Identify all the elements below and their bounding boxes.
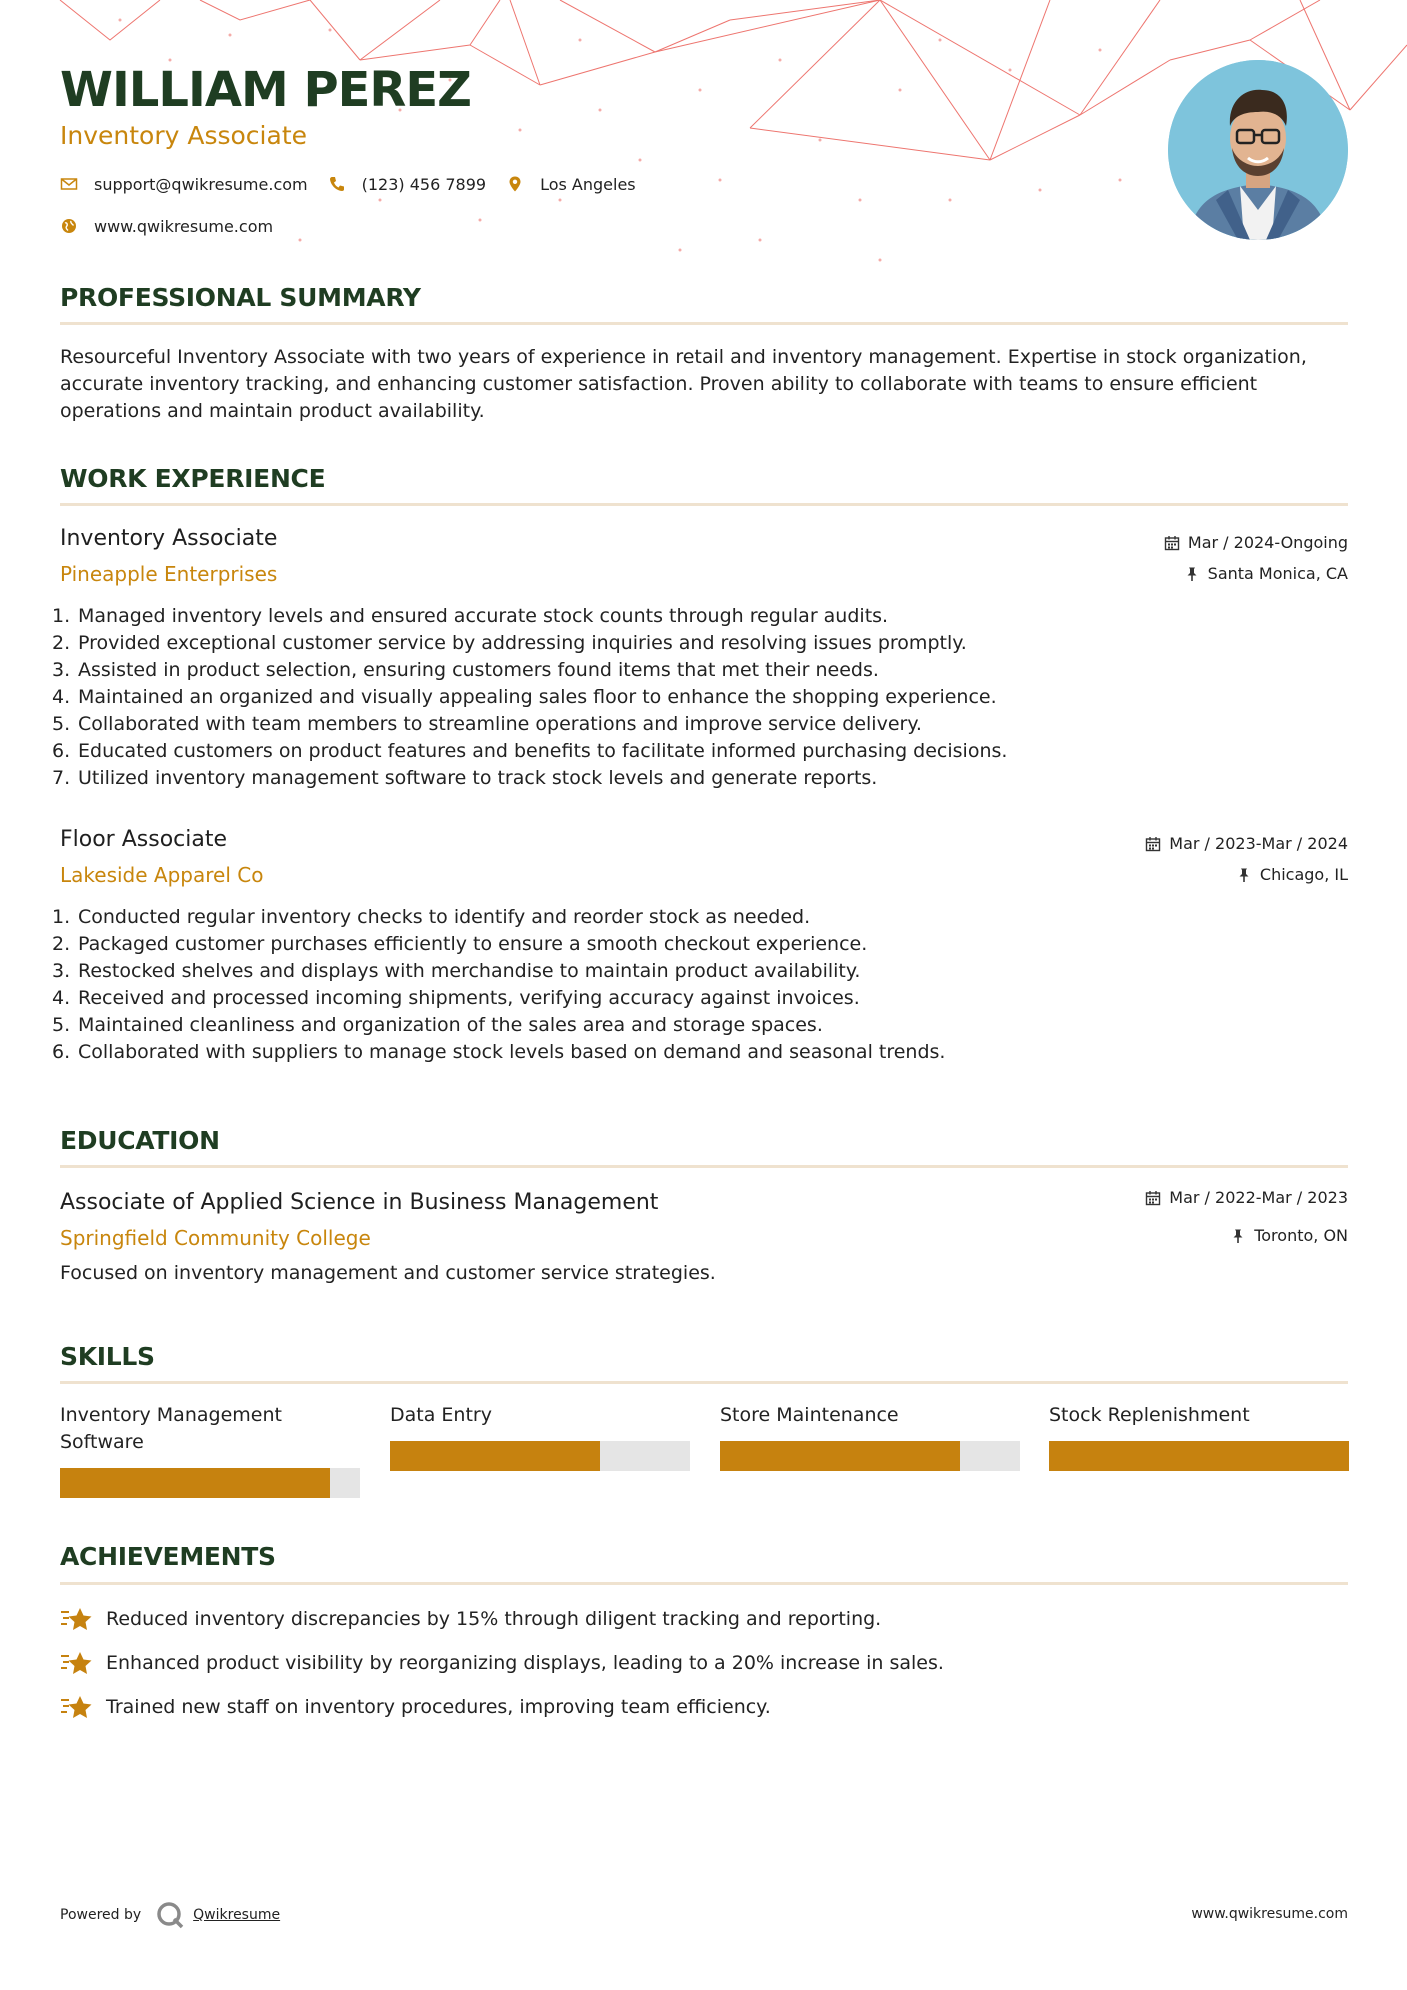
skill-bar-fill: [1049, 1441, 1349, 1471]
contact-website[interactable]: [60, 217, 273, 236]
footer-website[interactable]: www.qwikresume.com: [1191, 1906, 1348, 1922]
contact-phone[interactable]: [328, 175, 486, 194]
section-divider: [60, 1381, 1348, 1384]
calendar-icon: [1145, 836, 1161, 852]
list-item: 1. Conducted regular inventory checks to identify and reorder stock as needed.: [52, 906, 811, 928]
list-item: 6. Collaborated with suppliers to manage stock levels based on demand and seasonal trends.: [52, 1041, 946, 1063]
section-divider: [60, 322, 1348, 325]
job-dates: [1164, 533, 1348, 552]
achievement-text: Reduced inventory discrepancies by 15% through diligent tracking and reporting.: [106, 1608, 882, 1630]
skill-name: Store Maintenance: [720, 1404, 899, 1426]
job-dates-text: Mar / 2023-Mar / 2024: [1169, 834, 1348, 853]
email-text: support@qwikresume.com: [94, 174, 308, 194]
website-text: www.qwikresume.com: [94, 216, 274, 236]
section-divider: [60, 1165, 1348, 1168]
job-location-text: Santa Monica, CA: [1207, 564, 1348, 583]
envelope-icon: [60, 175, 78, 193]
skill-bar-track: [720, 1441, 1020, 1471]
qwikresume-logo-icon: [155, 1900, 185, 1930]
school-name: Springfield Community College: [60, 1226, 371, 1250]
skill-name: Data Entry: [390, 1404, 492, 1426]
achievement-item: [60, 1648, 944, 1678]
job-title: Floor Associate: [60, 827, 228, 852]
list-item: 3. Assisted in product selection, ensuring customers found items that met their needs.: [52, 659, 879, 681]
job-dates-text: Mar / 2024-Ongoing: [1187, 533, 1348, 552]
skill-item: [1049, 1402, 1349, 1429]
list-item: 4. Maintained an organized and visually appealing sales floor to enhance the shopping experience.: [52, 686, 997, 708]
job-bullets: [52, 904, 945, 1066]
job-bullets: [52, 603, 1007, 792]
skill-item: [390, 1402, 690, 1429]
section-heading-summary: PROFESSIONAL SUMMARY: [60, 283, 421, 312]
powered-by-label: Powered by: [60, 1907, 142, 1923]
education-dates: [1145, 1188, 1348, 1207]
phone-text: (123) 456 7899: [361, 174, 487, 194]
candidate-name: WILLIAM PEREZ: [60, 62, 471, 118]
list-item: 2. Provided exceptional customer service by addressing inquiries and resolving issues promptly.: [52, 632, 967, 654]
contact-row-primary: [60, 174, 656, 194]
list-item: 3. Restocked shelves and displays with merchandise to maintain product availability.: [52, 960, 861, 982]
list-item: 5. Collaborated with team members to streamline operations and improve service delivery.: [52, 713, 922, 735]
skill-bar-fill: [60, 1468, 330, 1498]
list-item: 4. Received and processed incoming shipments, verifying accuracy against invoices.: [52, 987, 860, 1009]
skill-item: [60, 1402, 360, 1456]
shooting-star-icon: [60, 1648, 94, 1678]
list-item: 2. Packaged customer purchases efficiently to ensure a smooth checkout experience.: [52, 933, 868, 955]
map-pin-icon: [506, 175, 524, 193]
list-item: 7. Utilized inventory management software to track stock levels and generate reports.: [52, 767, 878, 789]
candidate-title: Inventory Associate: [60, 121, 307, 150]
achievement-text: Enhanced product visibility by reorganizing displays, leading to a 20% increase in sales.: [106, 1652, 944, 1674]
section-heading-education: EDUCATION: [60, 1126, 220, 1155]
brand-link[interactable]: Qwikresume: [193, 1907, 281, 1923]
achievement-item: [60, 1692, 771, 1722]
job-location: [1184, 564, 1348, 583]
achievement-text: Trained new staff on inventory procedures, improving team efficiency.: [106, 1696, 771, 1718]
job-location: [1236, 865, 1348, 884]
skill-bar-track: [1049, 1441, 1349, 1471]
job-company: Pineapple Enterprises: [60, 562, 278, 586]
section-divider: [60, 1582, 1348, 1585]
skill-name: Stock Replenishment: [1049, 1404, 1250, 1426]
pushpin-icon: [1184, 566, 1200, 582]
skill-bar-track: [390, 1441, 690, 1471]
calendar-icon: [1145, 1190, 1161, 1206]
location-text: Los Angeles: [540, 174, 636, 194]
contact-row-secondary: [60, 216, 293, 236]
footer-powered-by: [60, 1900, 280, 1930]
degree-title: Associate of Applied Science in Business Management: [60, 1190, 659, 1215]
education-location-text: Toronto, ON: [1254, 1226, 1348, 1245]
section-divider: [60, 503, 1348, 506]
section-heading-achievements: ACHIEVEMENTS: [60, 1542, 276, 1571]
education-dates-text: Mar / 2022-Mar / 2023: [1169, 1188, 1348, 1207]
skill-name: Inventory Management Software: [60, 1404, 282, 1453]
phone-icon: [328, 175, 346, 193]
profile-photo: [1168, 60, 1348, 240]
calendar-icon: [1164, 535, 1180, 551]
skill-item: [720, 1402, 1020, 1429]
skill-bar-fill: [390, 1441, 600, 1471]
summary-text: Resourceful Inventory Associate with two years of experience in retail and inventory management. Expertise in stock organization, accurate inventory tracking, and enhancing customer satisfaction. Proven ability to collaborate with teams to ensure efficient operations and maintain product availability.: [60, 346, 1307, 422]
contact-location: [506, 175, 636, 194]
skill-bar-track: [60, 1468, 360, 1498]
job-location-text: Chicago, IL: [1259, 865, 1348, 884]
education-description: Focused on inventory management and customer service strategies.: [60, 1262, 716, 1284]
skill-bar-fill: [720, 1441, 960, 1471]
list-item: 1. Managed inventory levels and ensured accurate stock counts through regular audits.: [52, 605, 889, 627]
list-item: 6. Educated customers on product features and benefits to facilitate informed purchasing decisions.: [52, 740, 1008, 762]
shooting-star-icon: [60, 1604, 94, 1634]
section-heading-skills: SKILLS: [60, 1342, 155, 1371]
job-company: Lakeside Apparel Co: [60, 863, 264, 887]
globe-icon: [60, 217, 78, 235]
contact-email[interactable]: [60, 175, 308, 194]
section-heading-experience: WORK EXPERIENCE: [60, 464, 326, 493]
job-title: Inventory Associate: [60, 526, 278, 551]
job-dates: [1145, 834, 1348, 853]
pushpin-icon: [1230, 1228, 1246, 1244]
achievement-item: [60, 1604, 881, 1634]
pushpin-icon: [1236, 867, 1252, 883]
education-location: [1230, 1226, 1348, 1245]
list-item: 5. Maintained cleanliness and organization of the sales area and storage spaces.: [52, 1014, 823, 1036]
shooting-star-icon: [60, 1692, 94, 1722]
